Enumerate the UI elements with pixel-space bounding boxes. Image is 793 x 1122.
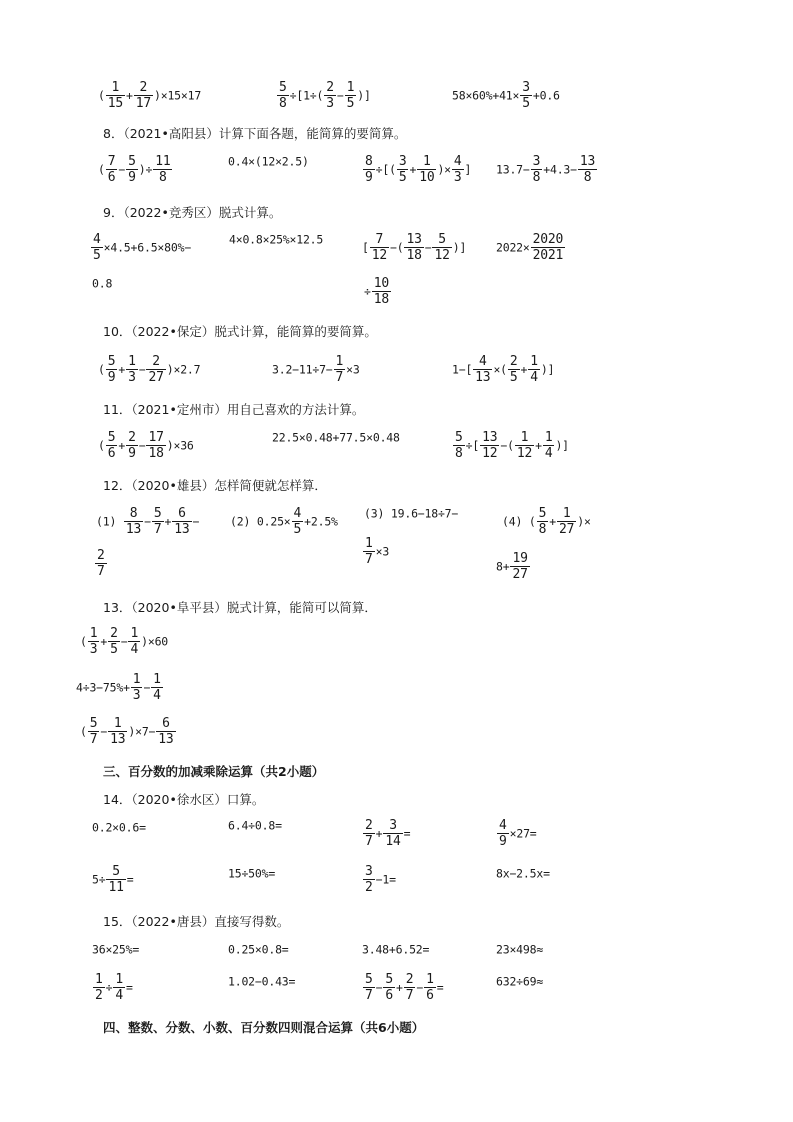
fraction: $\frac{2}{7}$ (365, 818, 373, 849)
fraction: $\frac{5}{7}$ (89, 716, 98, 747)
fraction: $\frac{6}{13}$ (174, 506, 190, 537)
math-expression: 2022× $\frac{2020}{2021}$ (496, 232, 564, 263)
fraction: $\frac{13}{18}$ (406, 232, 422, 263)
fraction: $\frac{17}{18}$ (148, 430, 164, 461)
math-expression: (1) $\frac{8}{13}$ − $\frac{5}{7}$ + $\frac{6}{13}$ − (96, 506, 200, 537)
math-expression: 8x−2.5x= (496, 866, 550, 881)
fraction: $\frac{1}{3}$ (128, 354, 136, 385)
fraction: $\frac{2}{7}$ (97, 548, 105, 579)
problem-heading: 10．（2022•保定）脱式计算，能简算的要简算。 (103, 324, 377, 339)
math-expression: 13.7− $\frac{3}{8}$ +4.3− $\frac{13}{8}$ (496, 154, 596, 185)
fraction: $\frac{5}{11}$ (108, 864, 124, 895)
math-expression: 0.25×0.8= (228, 942, 289, 957)
math-expression (94, 548, 108, 579)
fraction: $\frac{1}{13}$ (110, 716, 126, 747)
problem-heading: 14．（2020•徐水区）口算。 (103, 792, 265, 807)
math-expression: $\frac{1}{2}$ ÷ $\frac{1}{4}$ = (95, 972, 133, 1003)
fraction: $\frac{1}{7}$ (365, 536, 373, 567)
math-expression: $\frac{5}{8}$ ÷[1÷( $\frac{2}{3}$ − $\frac{1}{5}$ )] (279, 80, 371, 111)
fraction: $\frac{13}{12}$ (482, 430, 498, 461)
fraction: $\frac{1}{15}$ (107, 80, 123, 111)
fraction: $\frac{6}{13}$ (158, 716, 174, 747)
fraction: $\frac{2}{9}$ (128, 430, 136, 461)
math-expression: $\frac{8}{9}$ ÷[( $\frac{3}{5}$ + $\frac{1}{10}$ )× $\frac{4}{3}$ ] (365, 154, 472, 185)
math-expression: ( $\frac{5}{9}$ + $\frac{1}{3}$ − $\frac{2}{27}$ )×2.7 (98, 354, 201, 385)
fraction: $\frac{5}{12}$ (434, 232, 450, 263)
fraction: $\frac{5}{8}$ (455, 430, 463, 461)
fraction: $\frac{8}{13}$ (125, 506, 142, 537)
fraction: $\frac{5}{6}$ (107, 430, 116, 461)
fraction: $\frac{1}{4}$ (544, 430, 553, 461)
problem-heading: 12．（2020•雄县）怎样简便就怎样算． (103, 478, 327, 493)
math-expression: 5÷ $\frac{5}{11}$ = (92, 864, 134, 895)
fraction: $\frac{2}{27}$ (148, 354, 164, 385)
math-expression: 58×60%+41× $\frac{3}{5}$ +0.6 (452, 80, 560, 111)
fraction: $\frac{5}{8}$ (538, 506, 547, 537)
math-expression: ( $\frac{1}{3}$ + $\frac{2}{5}$ − $\frac{1}{4}$ )×60 (80, 626, 169, 657)
math-expression: ( $\frac{1}{15}$ + $\frac{2}{17}$ )×15×17 (98, 80, 202, 111)
fraction: $\frac{1}{3}$ (132, 672, 141, 703)
fraction: $\frac{1}{4}$ (115, 972, 124, 1003)
math-expression: $\frac{3}{2}$ −1= (365, 864, 396, 895)
fraction: $\frac{1}{4}$ (153, 672, 161, 703)
fraction: $\frac{1}{10}$ (419, 154, 435, 185)
math-expression: [ $\frac{7}{12}$ −( $\frac{13}{18}$ − $\frac{5}{12}$ )] (362, 232, 467, 263)
fraction: $\frac{2}{3}$ (326, 80, 334, 111)
fraction: $\frac{19}{27}$ (512, 551, 528, 582)
math-expression: 6.4÷0.8= (228, 818, 282, 833)
fraction: $\frac{1}{7}$ (335, 354, 344, 385)
fraction: $\frac{1}{5}$ (346, 80, 355, 111)
math-expression: 1−[ $\frac{4}{13}$ ×( $\frac{2}{5}$ + $\frac{1}{4}$ )] (452, 354, 555, 385)
math-expression: $\frac{2}{7}$ + $\frac{3}{14}$ = (365, 818, 411, 849)
fraction: $\frac{4}{9}$ (499, 818, 507, 849)
fraction: $\frac{2}{5}$ (509, 354, 518, 385)
problem-heading: 9．（2022•竞秀区）脱式计算。 (103, 205, 282, 220)
fraction: $\frac{1}{4}$ (530, 354, 538, 385)
fraction: $\frac{3}{5}$ (398, 154, 407, 185)
fraction: $\frac{1}{12}$ (516, 430, 533, 461)
math-expression: 0.2×0.6= (92, 820, 146, 835)
problem-heading: 11．（2021•定州市）用自己喜欢的方法计算。 (103, 402, 365, 417)
math-expression: 4÷3−75%+ $\frac{1}{3}$ − $\frac{1}{4}$ (76, 672, 161, 703)
math-expression: 36×25%= (92, 942, 140, 957)
fraction: $\frac{4}{5}$ (293, 506, 302, 537)
math-expression: 4×0.8×25%×12.5 (229, 232, 324, 247)
section-heading: 三、百分数的加减乘除运算（共2小题） (103, 764, 325, 779)
math-expression: $\frac{4}{9}$ ×27= (499, 818, 537, 849)
fraction: $\frac{2}{7}$ (405, 972, 414, 1003)
math-expression: $\frac{4}{5}$ ×4.5+6.5×80%− (93, 232, 192, 263)
math-expression: 23×498≈ (496, 942, 544, 957)
fraction: $\frac{7}{6}$ (107, 154, 116, 185)
fraction: $\frac{2}{17}$ (135, 80, 151, 111)
math-expression: 1.02−0.43= (228, 974, 296, 989)
math-expression: 3.48+6.52= (362, 942, 430, 957)
fraction: $\frac{4}{3}$ (453, 154, 462, 185)
fraction: $\frac{4}{5}$ (93, 232, 101, 263)
fraction: $\frac{5}{6}$ (385, 972, 394, 1003)
fraction: $\frac{5}{7}$ (153, 506, 162, 537)
math-expression: 15÷50%= (228, 866, 276, 881)
fraction: $\frac{5}{9}$ (128, 154, 136, 185)
fraction: $\frac{1}{2}$ (95, 972, 103, 1003)
math-expression: (3) 19.6−18÷7− (364, 506, 459, 521)
fraction: $\frac{2}{5}$ (110, 626, 118, 657)
math-expression: (2) 0.25× $\frac{4}{5}$ +2.5% (230, 506, 338, 537)
math-expression: (4) ( $\frac{5}{8}$ + $\frac{1}{27}$ )× (502, 506, 591, 537)
fraction: $\frac{13}{8}$ (579, 154, 596, 185)
math-expression: 3.2−11÷7− $\frac{1}{7}$ ×3 (272, 354, 360, 385)
math-expression: ( $\frac{5}{6}$ + $\frac{2}{9}$ − $\frac{17}{18}$ )×36 (98, 430, 194, 461)
fraction: $\frac{7}{12}$ (371, 232, 387, 263)
fraction: $\frac{5}{8}$ (279, 80, 287, 111)
math-expression: 0.4×(12×2.5) (228, 154, 309, 169)
fraction: $\frac{2020}{2021}$ (532, 232, 564, 263)
fraction: $\frac{1}{3}$ (89, 626, 98, 657)
math-expression: ( $\frac{5}{7}$ − $\frac{1}{13}$ )×7− $\frac{6}{13}$ (80, 716, 174, 747)
problem-heading: 8．（2021•高阳县）计算下面各题，能简算的要简算。 (103, 126, 407, 141)
fraction: $\frac{4}{13}$ (475, 354, 491, 385)
fraction: $\frac{1}{6}$ (426, 972, 434, 1003)
math-expression: 22.5×0.48+77.5×0.48 (272, 430, 400, 445)
problem-heading: 13．（2020•阜平县）脱式计算，能简可以简算． (103, 600, 377, 615)
fraction: $\frac{1}{4}$ (130, 626, 139, 657)
fraction: $\frac{10}{18}$ (373, 276, 389, 307)
fraction: $\frac{11}{8}$ (155, 154, 171, 185)
problem-heading: 15．（2022•唐县）直接写得数。 (103, 914, 290, 929)
fraction: $\frac{8}{9}$ (365, 154, 373, 185)
fraction: $\frac{3}{2}$ (365, 864, 373, 895)
math-expression: 8+ $\frac{19}{27}$ (496, 551, 528, 582)
math-expression: ( $\frac{7}{6}$ − $\frac{5}{9}$ )÷ $\frac{11}{8}$ (98, 154, 171, 185)
fraction: $\frac{1}{27}$ (559, 506, 575, 537)
fraction: $\frac{3}{14}$ (385, 818, 401, 849)
math-expression: $\frac{5}{8}$ ÷[ $\frac{13}{12}$ −( $\frac{1}{12}$ + $\frac{1}{4}$ )] (455, 430, 569, 461)
section-heading: 四、整数、分数、小数、百分数四则混合运算（共6小题） (103, 1020, 425, 1035)
math-expression: $\frac{1}{7}$ ×3 (365, 536, 390, 567)
fraction: $\frac{5}{7}$ (365, 972, 373, 1003)
math-expression: ÷ $\frac{10}{18}$ (364, 276, 389, 307)
math-expression: 0.8 (92, 276, 113, 291)
fraction: $\frac{5}{9}$ (107, 354, 116, 385)
math-expression: $\frac{5}{7}$ − $\frac{5}{6}$ + $\frac{2}{7}$ − $\frac{1}{6}$ = (365, 972, 444, 1003)
fraction: $\frac{3}{8}$ (532, 154, 541, 185)
math-expression: 632÷69≈ (496, 974, 544, 989)
fraction: $\frac{3}{5}$ (522, 80, 530, 111)
